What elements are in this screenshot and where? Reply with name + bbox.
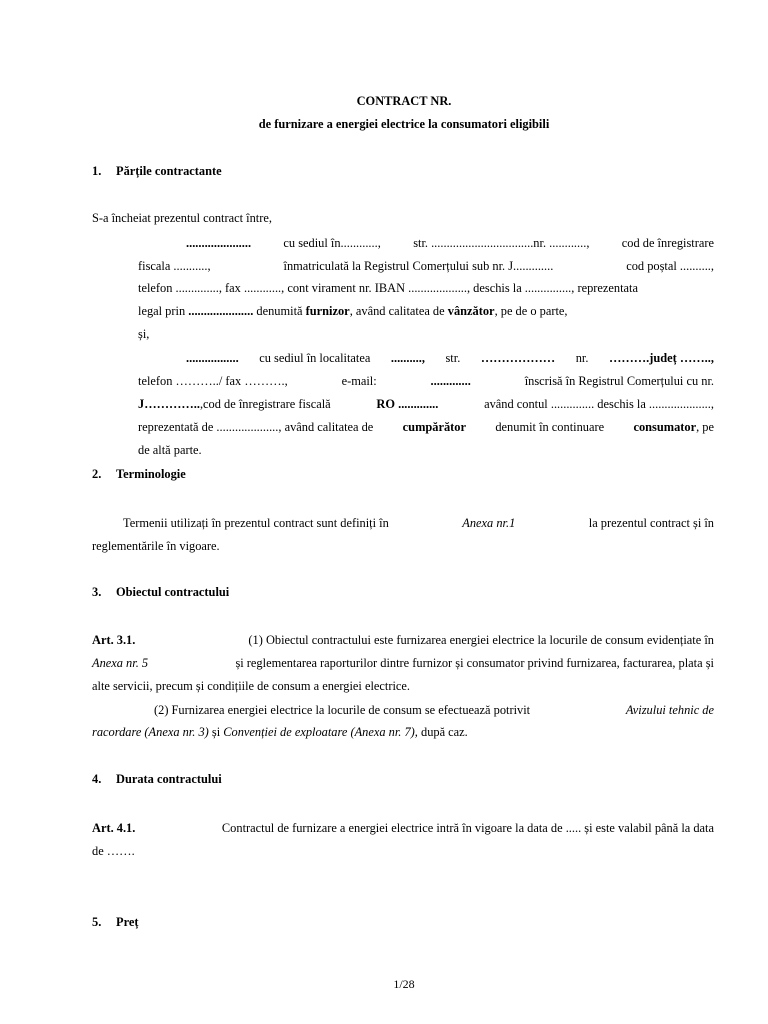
object-line-1 xyxy=(92,633,714,648)
consumer-line-2 xyxy=(138,374,714,389)
annex-reference: Anexa nr.1 xyxy=(462,516,516,530)
section-title: Preț xyxy=(116,915,139,929)
duration-line-1 xyxy=(92,821,714,836)
consumer-line-4 xyxy=(138,420,714,435)
text-fragment: cod poștal .........., xyxy=(626,259,714,273)
text-fragment: denumită xyxy=(253,304,303,318)
text-fragment: legal prin xyxy=(138,304,186,318)
role-cumparator: cumpărător xyxy=(402,420,466,434)
parties-and: și, xyxy=(138,327,150,341)
text-fragment: Contractul de furnizare a energiei electrice intră în vigoare la data de ..... și este valabil până la data xyxy=(221,821,714,835)
role-furnizor: furnizor xyxy=(305,304,350,318)
terminology-line-2: reglementările în vigoare. xyxy=(92,539,220,553)
section-number: 4. xyxy=(92,772,102,786)
text-fragment: cod de înregistrare xyxy=(621,236,714,250)
supplier-line-1 xyxy=(186,236,714,251)
annex-reference: Avizului tehnic de xyxy=(625,703,714,717)
text-fragment: și xyxy=(211,725,221,739)
placeholder-dots: ……………… xyxy=(480,351,556,365)
object-line-4 xyxy=(154,703,714,718)
supplier-line-3: telefon .............., fax ............, cont virament nr. IBAN ..................., deschis la ..............., reprezentata xyxy=(138,281,638,295)
section-number: 5. xyxy=(92,915,102,929)
placeholder-dots: ..................... xyxy=(186,236,252,250)
section-number: 3. xyxy=(92,585,102,599)
text-fragment: cu sediul în localitatea xyxy=(259,351,371,365)
text-fragment: (2) Furnizarea energiei electrice la locurile de consum se efectuează potrivit xyxy=(154,703,531,717)
duration-line-2: de ……. xyxy=(92,844,135,858)
text-fragment: , având calitatea de xyxy=(349,304,445,318)
annex-reference: racordare (Anexa nr. 3) xyxy=(92,725,209,739)
placeholder-dots: RO ............. xyxy=(376,397,439,411)
role-vanzator: vânzător xyxy=(447,304,495,318)
text-fragment: e-mail: xyxy=(341,374,377,388)
text-fragment: la prezentul contract și în xyxy=(588,516,714,530)
object-line-5 xyxy=(92,725,468,740)
section-heading-3 xyxy=(92,585,229,600)
page-number: 1/28 xyxy=(393,977,415,991)
text-fragment: și reglementarea raporturilor dintre furnizor și consumator privind furnizarea, facturarea, plata și xyxy=(235,656,714,670)
placeholder-dots: ............. xyxy=(430,374,471,388)
section-title: Părțile contractante xyxy=(116,164,222,178)
text-fragment: denumit în continuare xyxy=(495,420,605,434)
consumer-line-3 xyxy=(138,397,714,412)
section-heading-5 xyxy=(92,915,138,930)
text-fragment: înmatriculată la Registrul Comerțului sub nr. J............. xyxy=(283,259,554,273)
text-fragment: (1) Obiectul contractului este furnizarea energiei electrice la locurile de consum evidențiate în xyxy=(248,633,714,647)
object-line-3: alte servicii, precum și condițiile de consum a energiei electrice. xyxy=(92,679,411,693)
text-fragment: reprezentată de ...................., având calitatea de xyxy=(138,420,374,434)
text-fragment: telefon ………../ fax ………., xyxy=(138,374,288,388)
article-label: Art. 3.1. xyxy=(92,633,136,647)
section-heading-1 xyxy=(92,164,222,179)
section-heading-2 xyxy=(92,467,186,482)
consumer-line-1 xyxy=(186,351,714,366)
supplier-line-4 xyxy=(138,304,568,319)
section-title: Obiectul contractului xyxy=(116,585,230,599)
section-title: Terminologie xyxy=(116,467,186,481)
placeholder-dots: .........., xyxy=(390,351,425,365)
placeholder-dots: ................. xyxy=(186,351,239,365)
terminology-line-1 xyxy=(123,516,714,531)
contract-subtitle: de furnizare a energiei electrice la consumatori eligibili xyxy=(258,117,550,131)
text-fragment: după caz. xyxy=(421,725,468,739)
placeholder-dots: ..................... xyxy=(188,304,254,318)
consumer-line-5: de altă parte. xyxy=(138,443,202,457)
text-fragment: înscrisă în Registrul Comerțului cu nr. xyxy=(524,374,714,388)
text-fragment: , pe xyxy=(696,420,714,434)
annex-reference: Convenției de exploatare (Anexa nr. 7), xyxy=(223,725,418,739)
parties-intro: S-a încheiat prezentul contract între, xyxy=(92,211,272,225)
role-consumator: consumator xyxy=(633,420,697,434)
text-fragment: cu sediul în............, xyxy=(283,236,381,250)
contract-title: CONTRACT NR. xyxy=(356,94,452,108)
text-fragment: fiscala ..........., xyxy=(138,259,211,273)
annex-reference: Anexa nr. 5 xyxy=(92,656,149,670)
section-title: Durata contractului xyxy=(116,772,222,786)
placeholder-dots: ……….județ …….., xyxy=(608,351,714,365)
section-number: 2. xyxy=(92,467,102,481)
text-fragment: ,cod de înregistrare fiscală xyxy=(199,397,331,411)
article-label: Art. 4.1. xyxy=(92,821,136,835)
text-fragment: având contul .............. deschis la ...................., xyxy=(484,397,714,411)
text-fragment: Termenii utilizați în prezentul contract sunt definiți în xyxy=(123,516,389,530)
object-line-2 xyxy=(92,656,714,671)
text-fragment: str. xyxy=(445,351,461,365)
section-heading-4 xyxy=(92,772,222,787)
text-fragment: , pe de o parte, xyxy=(494,304,568,318)
text-fragment: nr. xyxy=(575,351,589,365)
supplier-line-2 xyxy=(138,259,714,274)
text-fragment: str. .................................nr. ............, xyxy=(413,236,590,250)
placeholder-dots: J………….. xyxy=(138,397,200,411)
section-number: 1. xyxy=(92,164,102,178)
